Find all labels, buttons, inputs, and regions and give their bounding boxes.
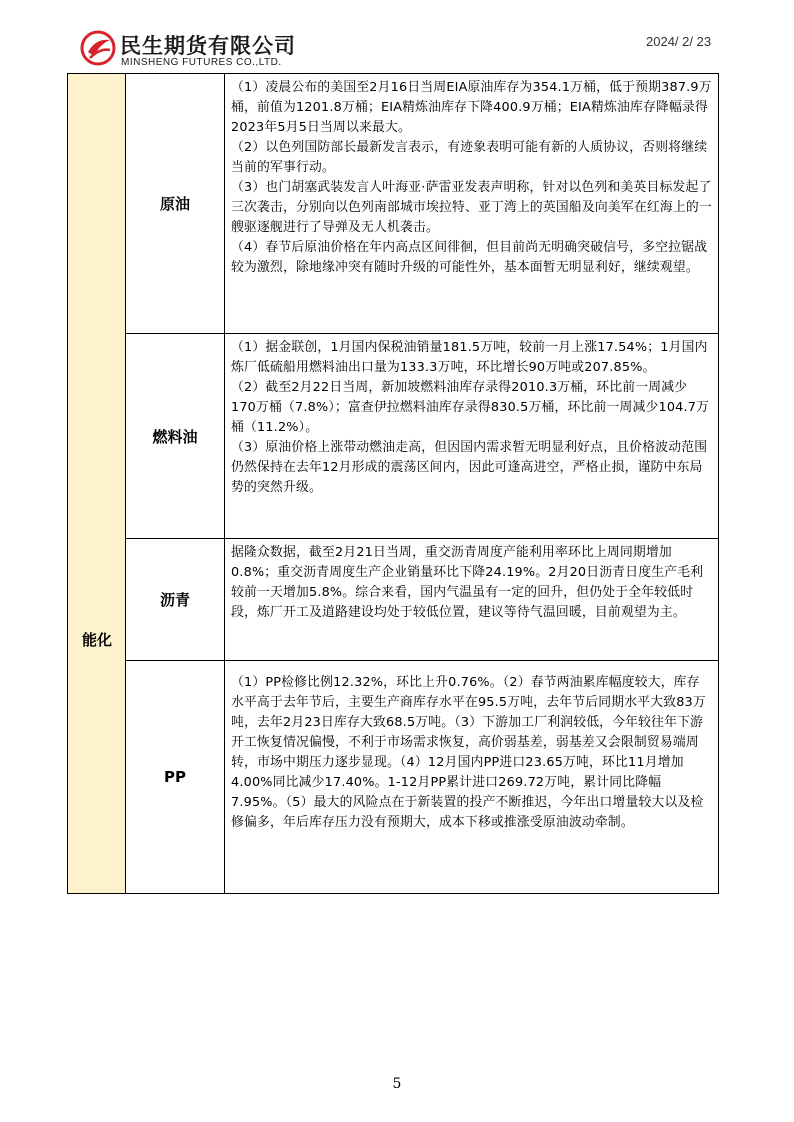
paragraph: （3）也门胡塞武装发言人叶海亚·萨雷亚发表声明称，针对以色列和美英目标发起了三次袭击，分别向以色列南部城市埃拉特、亚丁湾上的英国船及向美军在红海上的一艘驱逐舰进行了导弹及无人机袭击。 [231,180,712,235]
table-row-asphalt [126,539,718,661]
company-name-cn: 民生期货有限公司 [120,34,296,58]
paragraph: （4）春节后原油价格在年内高点区间徘徊，但目前尚无明确突破信号，多空拉锯战较为激烈，除地缘冲突有随时升级的可能性外，基本面暂无明显利好，继续观望。 [231,240,708,275]
description-crude-oil [225,74,718,333]
category-asphalt: 沥青 [126,539,225,660]
description-asphalt [225,539,718,660]
sector-label: 能化 [81,631,112,649]
paragraph: （1）凌晨公布的美国至2月16日当周EIA原油库存为354.1万桶，低于预期387.9万桶，前值为1201.8万桶；EIA精炼油库存下降400.9万桶；EIA精炼油库存降幅录得2023年5月5日当周以来最大。 [231,80,712,135]
sector-cell [68,74,126,893]
company-name-en: MINSHENG FUTURES CO.,LTD. [121,57,282,68]
page-header [0,0,794,72]
report-date: 2024/ 2/ 23 [646,34,712,49]
paragraph: （2）截至2月22日当周，新加坡燃料油库存录得2010.3万桶，环比前一周减少170万桶（7.8%）；富查伊拉燃料油库存录得830.5万桶，环比前一周减少104.7万桶（11.2%）。 [231,380,710,435]
category-fuel-oil: 燃料油 [126,334,225,538]
page-number: 5 [392,1076,402,1092]
paragraph: （1）据金联创，1月国内保税油销量181.5万吨，较前一月上涨17.54%；1月国内炼厂低硫船用燃料油出口量为133.3万吨，环比增长90万吨或207.85%。 [231,340,708,375]
description-fuel-oil [225,334,718,538]
paragraph: （1）PP检修比例12.32%，环比上升0.76%。（2）春节两油累库幅度较大，库存水平高于去年节后，主要生产商库存水平在95.5万吨，去年节后同期水平大致83万吨，去年2月23日库存大致68.5万吨。（3）下游加工厂利润较低，今年较往年下游开工恢复情况偏慢，不利于市场需求恢复，高价弱基差，弱基差又会限制贸易端周转，市场中期压力逐步显现。（4）12月国内PP进口23.65万吨，环比11月增加4.00%同比减少17.40%。1-12月PP累计进口269.72万吨，累计同比降幅7.95%。（5）最大的风险点在于新装置的投产不断推迟，今年出口增量较大以及检修偏多，年后库存压力没有预期大，成本下移或推涨受原油波动牵制。 [231,675,706,830]
category-pp: PP [126,661,225,893]
paragraph: （3）原油价格上涨带动燃油走高，但因国内需求暂无明显利好点，且价格波动范围仍然保持在去年12月形成的震荡区间内，因此可逢高进空，严格止损，谨防中东局势的突然升级。 [231,440,708,495]
table-row-pp [126,661,718,893]
description-pp [225,661,718,893]
category-crude-oil: 原油 [126,74,225,333]
minsheng-logo-icon [80,30,116,66]
paragraph: 据隆众数据，截至2月21日当周，重交沥青周度产能利用率环比上周同期增加0.8%；重交沥青周度生产企业销量环比下降24.19%。2月20日沥青日度生产毛利较前一天增加5.8%。综合来看，国内气温虽有一定的回升，但仍处于全年较低时段，炼厂开工及道路建设均处于较低位置，建议等待气温回暖，目前观望为主。 [231,545,704,620]
paragraph: （2）以色列国防部长最新发言表示，有迹象表明可能有新的人质协议，否则将继续当前的军事行动。 [231,140,708,175]
commodity-table [67,73,719,894]
table-row-fuel-oil [126,334,718,539]
table-row-crude-oil [126,74,718,334]
